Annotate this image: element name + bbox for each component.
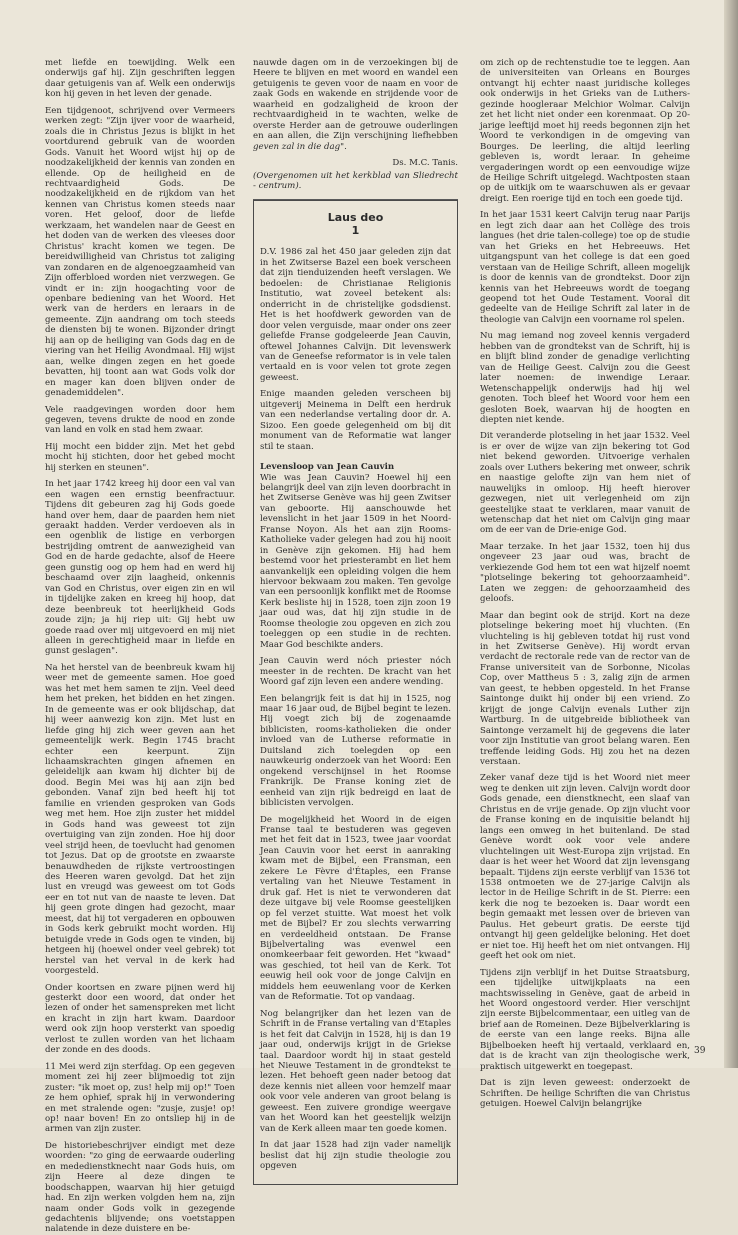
article-box <box>253 200 458 1184</box>
paragraph: Enige maanden geleden verscheen bij uitgeverij Meinema in Delft een herdruk van een nederlandse vertaling door dr. A. Sizoo. Een goede gelegenheid om bij dit monument van de Reformatie wat langer stil te staan. <box>260 389 451 452</box>
paragraph <box>253 58 458 152</box>
paragraph: Een belangrijk feit is dat hij in 1525, nog maar 16 jaar oud, de Bijbel begint te lezen. Hij voegt zich bij de zogenaamde biblicisten, rooms-katholieken die onder invloed van de Lutherse reformatie in Duitsland zich toelegden op een nauwkeurig onderzoek van het Woord: Een ongekend verschijnsel in het Roomse Frankrijk. De Franse koning ziet de eenheid van zijn rijk bedreigd en laat de biblicisten vervolgen. <box>260 693 451 809</box>
paragraph: Wie was Jean Cauvin? Hoewel hij een belangrijk deel van zijn leven doorbracht in het Zwitserse Genève was hij geen Zwitser van geboorte. Hij aanschouwde het levenslicht in het jaar 1509 in het Noord-Franse Noyon. Als het aan zijn Rooms-Katholieke vader gelegen had zou hij nooit in Genève zijn gekomen. Hij had hem bestemd voor het priesterambt en liet hem aanvankelijk een opleiding volgen die hem hiervoor bekwaam zou maken. Ten gevolge van een persoonlijk konflikt met de Roomse Kerk besliste hij in 1528, toen zijn zoon 19 jaar oud was, dat hij zijn studie in de Roomse theologie zou opgeven en zich zou toeleggen op een studie in de rechten. Maar God beschikte anders. <box>260 472 451 650</box>
page-spine-shadow <box>724 0 738 1068</box>
author-signature: Ds. M.C. Tanis. <box>392 158 458 169</box>
paragraph: Maar dan begint ook de strijd. Kort na deze plotselinge bekering moet hij vluchten. (En vluchteling is hij gebleven totdat hij rust vond in het Zwitserse Genève). Hij wordt ervan verdacht de rectorale rede van de rector van de Franse universiteit van de Sorbonne, Nicolas Cop, over Mattheus 5 : 3, zalig zijn de armen van geest, te hebben opgesteld. In het Franse Saintonge duikt hij onder bij een vriend. Zo krijgt de jonge Calvijn evenals Luther zijn Wartburg. In de uitgebreide bibliotheek van Saintonge verzamelt hij de gegevens die later voor zijn Institutie van groot belang waren. Een treffende leiding Gods. Hij zou het na dezen verstaan. <box>480 610 690 767</box>
paragraph: Dat is zijn leven geweest: onderzoekt de Schriften. De heilige Schriften die van Christus getuigen. Hoewel Calvijn belangrijke <box>480 1078 690 1110</box>
paragraph: Jean Cauvin werd nóch priester nóch meester in de rechten. De kracht van het Woord gaf zijn leven een andere wending. <box>260 656 451 688</box>
paragraph: In dat jaar 1528 had zijn vader namelijk beslist dat hij zijn studie theologie zou opgeven <box>260 1140 451 1172</box>
paragraph: In het jaar 1531 keert Calvijn terug naar Parijs en legt zich daar aan het Collège des trois langues (het drie talen-college) toe op de studie van het Grieks en het Hebreeuws. Het uitgangspunt van het college is dat een goed verstaan van de Heilige Schrift, alleen mogelijk is door de kennis van de grondtekst. Door zijn kennis van het Hebreeuws wordt de toegang geopend tot het Oude Testament. Vooral dit gedeelte van de Heilige Schrift zal later in de theologie van Calvijn een voorname rol spelen. <box>480 210 690 325</box>
paragraph: Na het herstel van de beenbreuk kwam hij weer met de gemeente samen. Hoe goed was het met hem samen te zijn. Veel deed hem het preken, het bidden en het zingen. In de gemeente was er ook blijdschap, dat hij weer aanwezig kon zijn. Met lust en liefde ging hij zich weer geven aan het gemeentelijk werk. Begin 1745 bracht echter een keerpunt. Zijn lichaamskrachten gingen afnemen en geleidelijk aan kwam hij dichter bij de dood. Begin Mei was hij aan zijn bed gebonden. Vanaf zijn bed heeft hij tot familie en vrienden gesproken van Gods weg met hem. Hoe zijn zuster het middel in Gods hand was geweest tot zijn overtuiging van zijn zonden. Hoe hij door veel strijd heen, de toevlucht had genomen tot Jezus. Dat op de grootste en zwaarste benauwdheden de rijkste vertroostingen des Heeren waren gevolgd. Dat het zijn lust en vreugd was geweest om tot Gods eer en tot nut van de naaste te leven. Dat hij geen grote dingen had gezocht, maar meest, dat hij tot vergaderen en opbouwen in Gods kerk gebruikt mocht worden. Hij betuigde vrede in Gods ogen te vinden, bij hetgeen hij (hoewel onder veel gebrek) tot herstel van het verval in de kerk had voorgesteld. <box>45 662 235 977</box>
column-left <box>45 58 235 1235</box>
source-note: (Overgenomen uit het kerkblad van Sliedrecht - centrum). <box>253 170 458 191</box>
paragraph: De historiebeschrijver eindigt met deze woorden: "zo ging de eerwaarde ouderling en mededienstknecht naar Gods huis, om zijn Heere al deze dingen te boodschappen, waarvan hij hier getuigd had. En zijn werken volgden hem na, zijn naam onder Gods volk in gezegende gedachtenis blijvende; ons voetstappen nalatende in deze duistere en be- <box>45 1140 235 1235</box>
article-number: 1 <box>351 224 360 238</box>
subheading: Levensloop van Jean Cauvin <box>260 462 395 473</box>
paragraph: Dit veranderde plotseling in het jaar 1532. Veel is er over de wijze van zijn bekering tot God niet bekend geworden. Uitvoerige verhalen zoals over Luthers bekering met onweer, schrik en naastige gelofte zijn van hem niet of nauwelijks in omloop. Hij heeft hierover gezwegen, niet uit verlegenheid om zijn geestelijke staat te verklaren, maar vanuit de wetenschap dat het niet om Calvijn ging maar om de eer van de Drie-enige God. <box>480 431 690 536</box>
paragraph: D.V. 1986 zal het 450 jaar geleden zijn dat in het Zwitserse Bazel een boek verscheen dat zijn tienduizenden heeft verslagen. We bedoelen: de Christianae Religionis Institutio, wat zoveel betekent als: onderricht in de christelijke godsdienst. Het is het hoofdwerk geworden van de door velen verguisde, maar onder ons zeer geliefde Franse godgeleerde Jean Cauvin, oftewel Johannes Calvijn. Dit levenswerk van de Geneefse reformator is in vele talen vertaald en is voor velen tot grote zegen geweest. <box>260 247 451 383</box>
article-title: Laus deo <box>327 211 384 225</box>
column-right <box>480 58 690 1110</box>
paragraph: In het jaar 1742 kreeg hij door een val van een wagen een ernstig beenfractuur. Tijdens dit gebeuren zag hij Gods goede hand over hem, daar de paarden hem niet geraakt hadden. Verder verdoeven als in een ogenblik de listige en verborgen bestrijding omtrent de aanwezigheid van God en de harde gedachte, alsof de Heere geen gunstig oog op hem had en werd hij beschaamd over zijn laagheid, onkennis van God en Christus, over eigen zin en wil in tijdelijke zaken en kreeg hij hoop, dat deze beenbreuk tot heerlijkheid Gods zoude zijn; ja hij riep uit: Gij hebt uw goede raad over mij uitgevoerd en mij niet alleen in gerechtigheid maar in liefde en gunst geslagen". <box>45 479 235 657</box>
paragraph: met liefde en toewijding. Welk een onderwijs gaf hij. Zijn geschriften leggen daar getuigenis van af. Welk een onderwijs kon hij geven in het leven der genade. <box>45 58 235 100</box>
paragraph: Tijdens zijn verblijf in het Duitse Straatsburg, een tijdelijke uitwijkplaats na een machtswisseling in Genève, gaat de arbeid in het Woord ongestoord verder. Hier verschijnt zijn eerste Bijbelcommentaar, een uitleg van de brief aan de Romeinen. Deze Bijbelverklaring is de eerste van een lange reeks. Bijna alle Bijbelboeken heeft hij vertaald, verklaard en, dat is de kracht van zijn theologische werk, praktisch uitgewerkt en toegepast. <box>480 967 690 1072</box>
paragraph: Maar terzake. In het jaar 1532, toen hij dus ongeveer 23 jaar oud was, bracht de verkiezende God hem tot een wat hijzelf noemt "plotselinge bekering tot gehoorzaamheid". Laten we zeggen: de gehoorzaamheid des geloofs. <box>480 541 690 605</box>
paragraph: Een tijdgenoot, schrijvend over Vermeers werken zegt: "Zijn ijver voor de waarheid, zoals die in Christus Jezus is blijkt in het voortdurend gebruik van de woorden Gods. Vanuit het Woord wijst hij op de noodzakelijkheid der kennis van zonden en ellende. Op de heiligheid en de rechtvaardigheid Gods. De noodzakelijkheid en de rijkdom van het kennen van Christus komen steeds naar voren. Het geloof, door de liefde werkzaam, het wandelen naar de Geest en het doden van de werken des vleeses door Christus' kracht komen we tegen. De bereidwilligheid van Christus tot zaliging van zondaren en de algenoegzaamheid van Zijn offerbloed worden niet verzwegen. Ge vindt er in: zijn hoogachting voor de openbare bediening van het Woord. Het werk van de herders en leraars in de gemeente. Zijn aandrang om toch steeds de diensten bij te wonen. Bijzonder dringt hij aan op de heiliging van Gods dag en de viering van het Heilig Avondmaal. Hij wijst aan, welke dingen zegen en het goede bevatten, hij toont aan wat Gods volk dor en mager kan doen blijven onder de genademiddelen". <box>45 105 235 399</box>
column-middle <box>253 58 458 1172</box>
paragraph: Nog belangrijker dan het lezen van de Schrift in de Franse vertaling van d'Etaples is het feit dat Calvijn in 1528, hij is dan 19 jaar oud, onderwijs krijgt in de Griekse taal. Daardoor wordt hij in staat gesteld het Nieuwe Testament in de grondtekst te lezen. Het behoeft geen nader betoog dat deze kennis niet alleen voor hemzelf maar ook voor vele anderen van groot belang is geweest. Een zuivere grondige weergave van het Woord kan het geestelijk welzijn van de Kerk alleen maar ten goede komen. <box>260 1008 451 1134</box>
paragraph: Nu mag iemand nog zoveel kennis vergaderd hebben van de grondtekst van de Schrift, hij is en blijft blind zonder de genadige verlichting van de Heilige Geest. Calvijn zou die Geest later noemen: de inwendige Leraar. Wetenschappelijk onderwijs had hij wel genoten. Toch bleef het Woord voor hem een gesloten Boek, waarvan hij de hoogten en diepten niet kende. <box>480 331 690 425</box>
intro-italic: geven zal in die dag". <box>253 141 347 152</box>
paragraph: 11 Mei werd zijn sterfdag. Op een gegeven moment zei hij zeer blijmoedig tot zijn zuster: "ik moet op, zus! help mij op!" Toen ze hem ophief, sprak hij in verwondering en met stralende ogen: "zusje, zusje! op! op! naar boven! En zo ontsliep hij in de armen van zijn zuster. <box>45 1061 235 1135</box>
paragraph: Onder koortsen en zware pijnen werd hij gesterkt door een woord, dat onder het lezen of onder het samenspreken met licht en kracht in zijn hart kwam. Daardoor werd ook zijn hoop versterkt van spoedig verlost te zullen worden van het lichaam der zonde en des doods. <box>45 982 235 1056</box>
intro-text: nauwde dagen om in de verzoekingen bij de Heere te blijven en met woord en wandel een getuigenis te geven voor de naam en voor de zaak Gods en wakende en strijdende voor de waarheid en godzaligheid de kroon der rechtvaardigheid in te wachten, welke de overste Herder aan de getrouwe ouderlingen en aan allen, die Zijn verschijning liefhebben <box>253 58 458 142</box>
paragraph: Zeker vanaf deze tijd is het Woord niet meer weg te denken uit zijn leven. Calvijn wordt door Gods genade, een dienstknecht, een slaaf van Christus en de vrije genade. Op zijn vlucht voor de Franse koning en de inquisitie belandt hij langs een omweg in het buitenland. De stad Genève wordt ook voor vele andere vluchtelingen uit West-Europa zijn vrijstad. En daar is het weer het Woord dat zijn levensgang bepaalt. Tijdens zijn eerste verblijf van 1536 tot 1538 ontmoeten we de 27-jarige Calvijn als lector in de Heilige Schrift in de St. Pierre: een kerk die nog te bezoeken is. Daar wordt een begin gemaakt met lessen over de brieven van Paulus. Het gebeurt gratis. De eerste tijd ontvangt hij geen geldelijke beloning. Het doet er niet toe. Hij heeft het om niet ontvangen. Hij geeft het ook om niet. <box>480 773 690 962</box>
paragraph: om zich op de rechtenstudie toe te leggen. Aan de universiteiten van Orleans en Bourges ontvangt hij echter naast juridische kolleges ook onderwijs in het Grieks van de Luthers-gezinde hoogleraar Melchior Wolmar. Calvijn zet het licht niet onder een korenmaat. Op 20-jarige leeftijd moet hij reeds begonnen zijn het Woord te verkondigen in de omgeving van Bourges. De leerling, die altijd leerling gebleven is, wordt leraar. In geheime vergaderingen wordt op een eenvoudige wijze de Heilige Schrift uitgelegd. Wachtposten staan op de uitkijk om te waarschuwen als er gevaar dreigt. Een roerige tijd en toch een goede tijd. <box>480 58 690 204</box>
paragraph: Vele raadgevingen worden door hem gegeven, tevens drukte de nood en zonde van land en volk en stad hem zwaar. <box>45 404 235 436</box>
paragraph: Hij mocht een bidder zijn. Met het gebd mocht hij stichten, door het gebed mocht hij sterken en steunen". <box>45 441 235 473</box>
page-number: 39 <box>694 1046 706 1056</box>
paragraph: De mogelijkheid het Woord in de eigen Franse taal te bestuderen was gegeven met het feit dat in 1523, twee jaar voordat Jean Cauvin voor het eerst in aanraking kwam met de Bijbel, een Fransman, een zekere Le Fèvre d'Étaples, een Franse vertaling van het Nieuwe Testament in druk gaf. Het is niet te verwonderen dat deze uitgave bij vele Roomse geestelijken op fel verzet stuitte. Wat moest het volk met de Bijbel? Er zou slechts verwarring en verdeeldheid ontstaan. De Franse Bijbelvertaling was evenwel een onomkeerbaar feit geworden. Het "kwaad" was geschied, tot heil van de Kerk. Tot eeuwig heil ook voor de jonge Calvijn en middels hem eeuwenlang voor de Kerken van de Reformatie. Tot op vandaag. <box>260 814 451 1003</box>
